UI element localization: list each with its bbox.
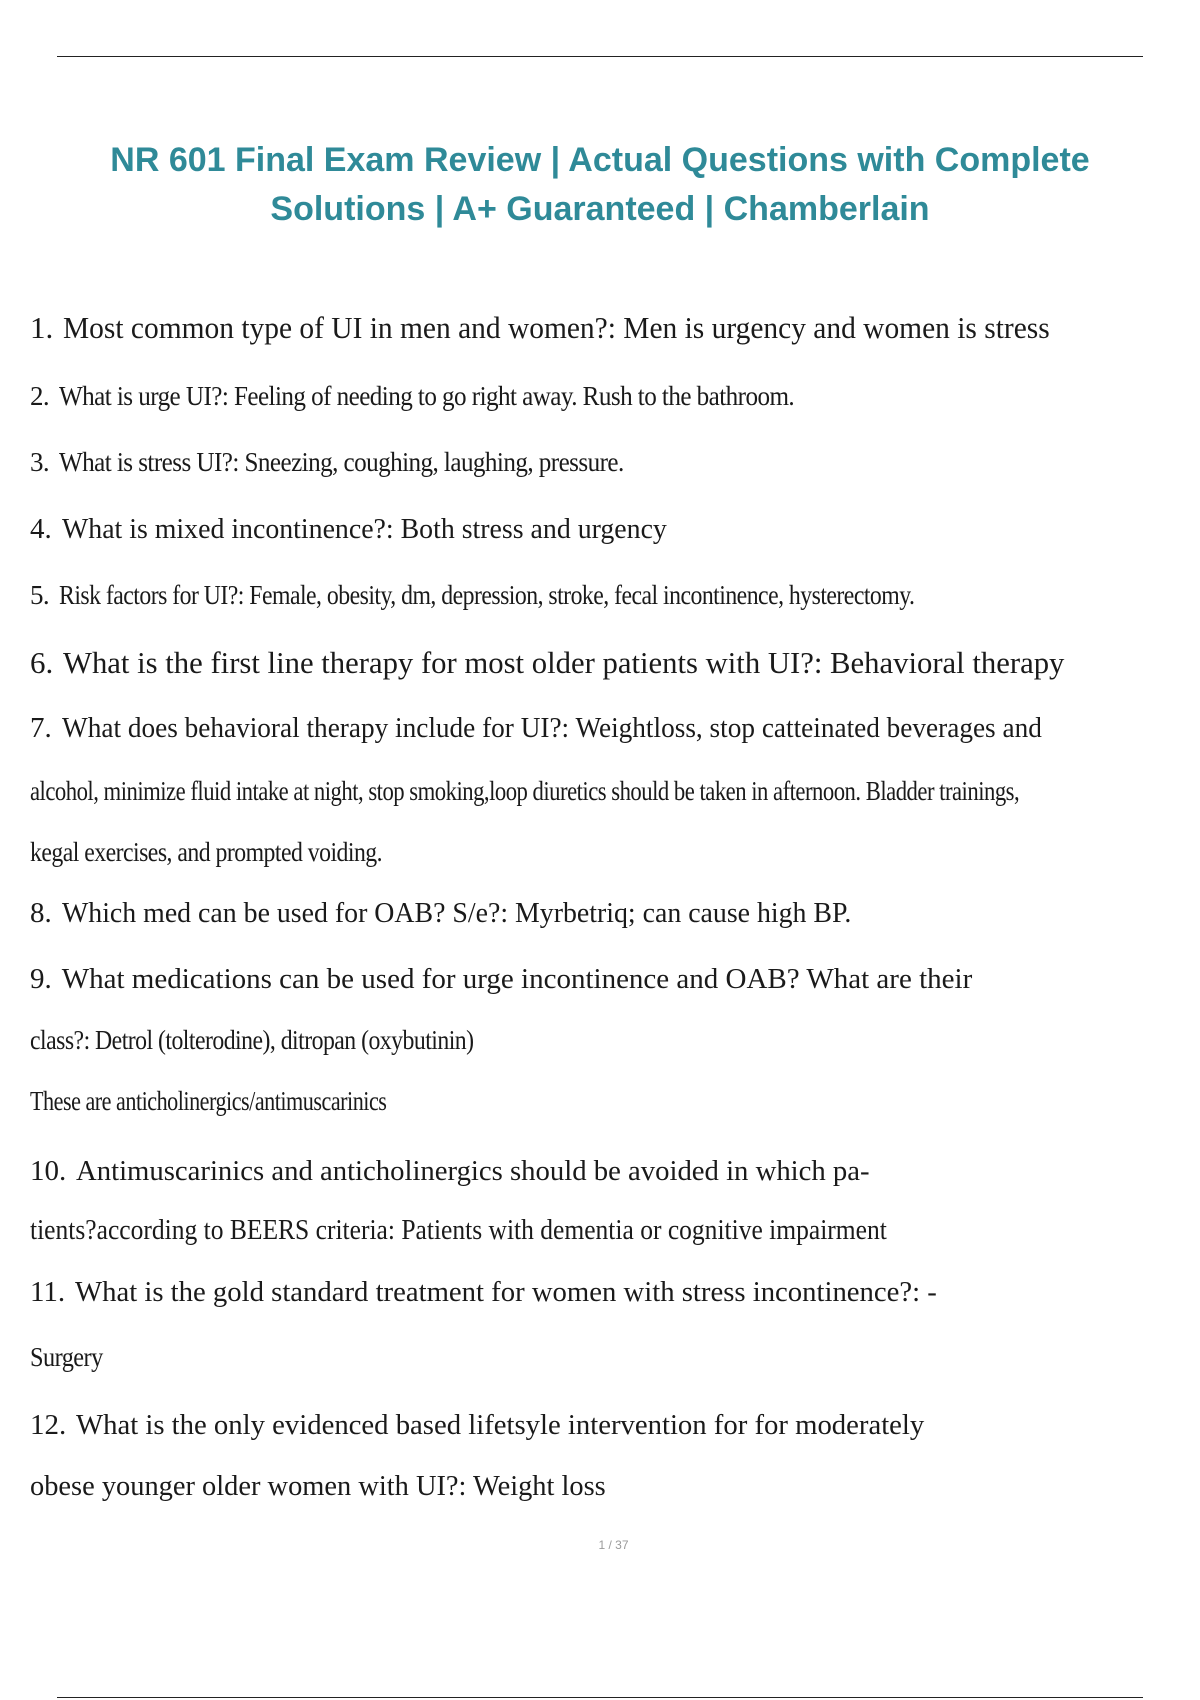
question-text: alcohol, minimize fluid intake at night, stop smoking,loop diuretics should be taken in afternoon. Bladder trainings, — [30, 776, 1020, 806]
question-text: What is stress UI?: Sneezing, coughing, laughing, pressure. — [59, 447, 624, 477]
question-text: Most common type of UI in men and women?: Men is urgency and women is stress — [63, 310, 1050, 345]
question-text: Which med can be used for OAB? S/e?: Myrbetriq; can cause high BP. — [61, 897, 852, 929]
question-text: tients?according to BEERS criteria: Patients with dementia or cognitive impairment — [30, 1214, 887, 1246]
question-text: Risk factors for UI?: Female, obesity, dm, depression, stroke, fecal incontinence, hysterectomy. — [59, 580, 915, 610]
question-text: class?: Detrol (tolterodine), ditropan (oxybutinin) — [30, 1025, 474, 1055]
question-2 — [30, 381, 850, 412]
question-text: Surgery — [30, 1342, 103, 1372]
question-3 — [30, 447, 666, 478]
question-text: What medications can be used for urge incontinence and OAB? What are their — [61, 963, 973, 995]
question-4 — [30, 513, 692, 546]
question-7-line-3 — [30, 837, 430, 868]
question-number: 6. — [30, 645, 54, 680]
question-number: 10. — [30, 1155, 67, 1187]
question-6 — [30, 645, 1075, 681]
question-9 — [30, 963, 972, 996]
question-text: obese younger older women with UI?: Weight loss — [30, 1470, 606, 1502]
question-9-line-3 — [30, 1086, 465, 1117]
question-text: What is the gold standard treatment for women with stress incontinence?: - — [75, 1276, 938, 1308]
question-number: 11. — [30, 1276, 66, 1308]
question-8 — [30, 897, 884, 930]
question-11-line-2 — [30, 1342, 111, 1373]
page-number: 1 / 37 — [598, 1538, 629, 1552]
top-rule — [57, 56, 1143, 57]
question-number: 7. — [30, 712, 52, 744]
question-number: 8. — [30, 897, 52, 929]
question-7 — [30, 712, 1104, 745]
question-12 — [30, 1409, 933, 1442]
question-11 — [30, 1276, 946, 1309]
question-text: These are anticholinergics/antimuscarinics — [30, 1086, 387, 1116]
question-number: 12. — [30, 1409, 67, 1441]
question-text: What is the first line therapy for most older patients with UI?: Behavioral therapy — [63, 645, 1065, 680]
question-number: 3. — [30, 447, 50, 477]
document-title — [40, 136, 1160, 234]
question-1 — [30, 310, 1102, 346]
question-9-line-2 — [30, 1025, 534, 1056]
question-number: 9. — [30, 963, 52, 995]
question-text: kegal exercises, and prompted voiding. — [30, 837, 383, 867]
question-5 — [30, 580, 1031, 611]
question-7-line-2 — [30, 776, 1200, 807]
question-number: 2. — [30, 381, 50, 411]
question-text: Antimuscarinics and anticholinergics should be avoided in which pa- — [76, 1155, 870, 1187]
question-10-line-2 — [30, 1214, 1004, 1247]
question-text: What is urge UI?: Feeling of needing to go right away. Rush to the bathroom. — [59, 381, 795, 411]
question-text: What is the only evidenced based lifetsyle intervention for for moderately — [76, 1409, 925, 1441]
title-line-2: Solutions | A+ Guaranteed | Chamberlain — [270, 190, 930, 228]
bottom-rule — [57, 1697, 1143, 1698]
question-number: 1. — [30, 310, 54, 345]
question-text: What does behavioral therapy include for UI?: Weightloss, stop catteinated beverages and — [61, 712, 1042, 744]
question-10 — [30, 1155, 878, 1188]
question-12-line-2 — [30, 1470, 618, 1503]
title-line-1: NR 601 Final Exam Review | Actual Questions with Complete — [110, 141, 1090, 179]
question-number: 4. — [30, 513, 52, 545]
question-text: What is mixed incontinence?: Both stress and urgency — [61, 513, 667, 545]
question-number: 5. — [30, 580, 50, 610]
